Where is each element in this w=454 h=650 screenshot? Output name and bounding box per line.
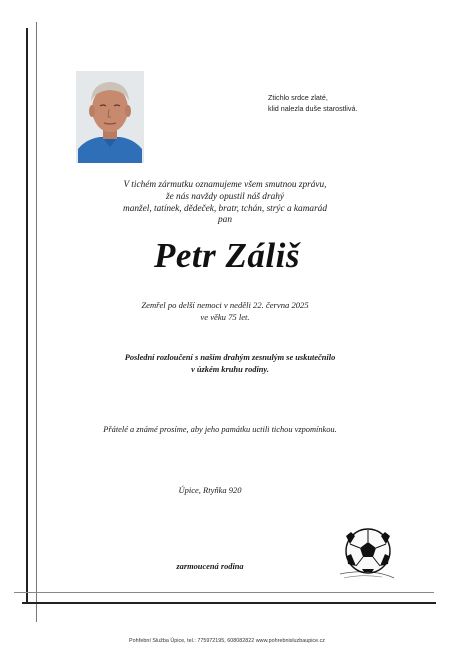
funeral-service-footer: Pohřební Služba Úpice, tel.: 775972195, 608082822 www.pohrebnisluzbaupice.cz xyxy=(129,638,325,644)
portrait-photo xyxy=(76,71,144,163)
farewell-line: v úzkém kruhu rodiny. xyxy=(191,364,269,374)
address: Úpice, Rtyňka 920 xyxy=(178,485,242,495)
frame-line-vertical xyxy=(26,28,28,604)
intro-line: že nás navždy opustil náš drahý xyxy=(165,191,284,202)
farewell-line: Poslední rozloučení s naším drahým zesnulým se uskutečnilo xyxy=(124,353,336,362)
frame-line-vertical-thin xyxy=(36,22,37,622)
quote-line: klid nalezla duše starostlivá. xyxy=(268,104,358,113)
frame-line-horizontal-thin xyxy=(14,592,434,593)
frame-line-horizontal xyxy=(22,602,436,604)
signature-family: zarmoucená rodina xyxy=(176,562,244,571)
football-icon xyxy=(338,526,396,582)
announcement-intro xyxy=(80,180,370,227)
memorial-quote xyxy=(268,92,418,114)
intro-line: pan xyxy=(218,215,232,226)
farewell-notice xyxy=(80,352,380,375)
death-line: Zemřel po delší nemoci v neděli 22. června 2025 xyxy=(141,300,309,310)
deceased-name: Petr Záliš xyxy=(154,236,300,275)
remembrance-request: Přátelé a známé prosíme, aby jeho památku uctili tichou vzpomínkou. xyxy=(103,425,337,434)
death-notice xyxy=(100,300,350,323)
intro-line: manžel, tatínek, dědeček, bratr, tchán, strýc a kamarád xyxy=(123,203,327,214)
intro-line: V tichém zármutku oznamujeme všem smutnou zprávu, xyxy=(123,180,327,190)
quote-line: Ztichlo srdce zlaté, xyxy=(268,93,328,102)
death-line: ve věku 75 let. xyxy=(200,311,250,322)
